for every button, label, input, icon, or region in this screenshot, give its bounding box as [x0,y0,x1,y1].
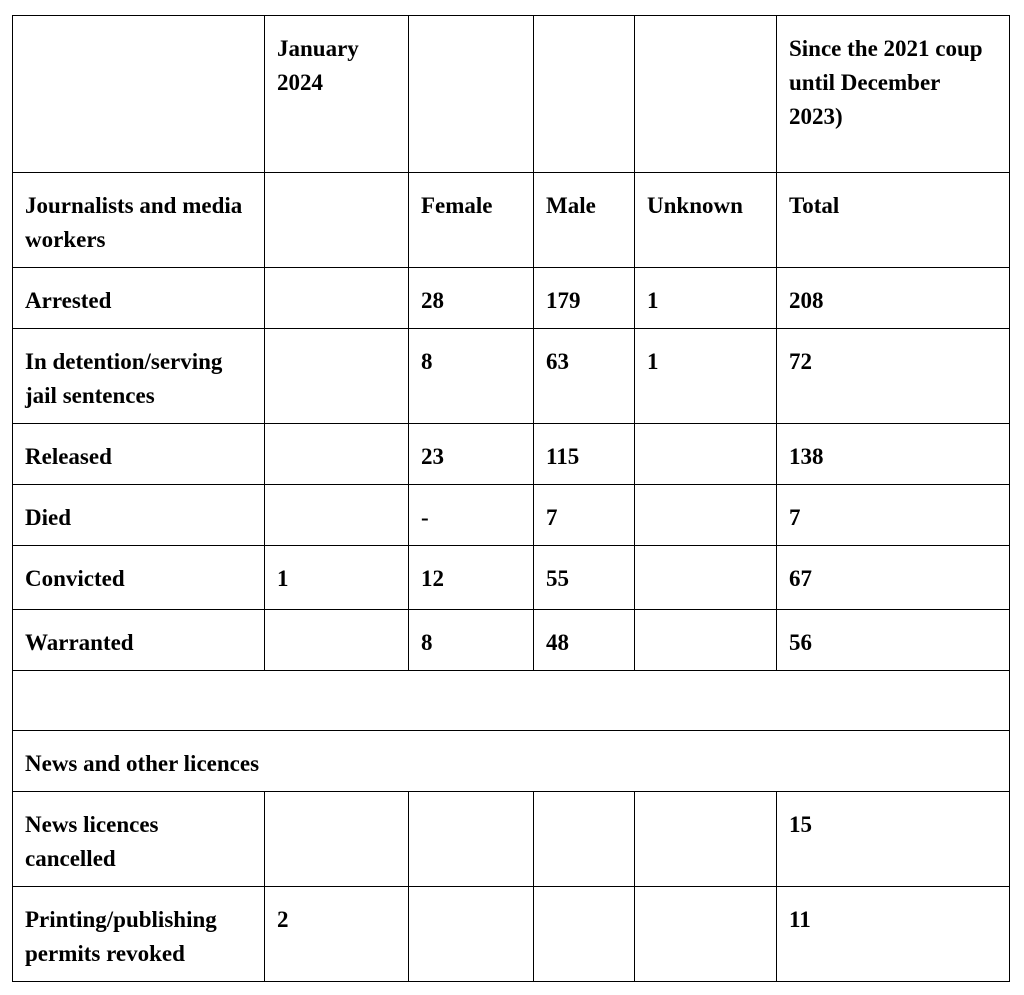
cell-female: 12 [409,546,534,610]
table-row-in-detention [13,329,1010,424]
cell-jan2024 [265,610,409,671]
cell-empty [534,887,635,982]
header-cell-empty [265,173,409,268]
table-row-convicted [13,546,1010,610]
table-row-died [13,485,1010,546]
cell-female: 8 [409,610,534,671]
cell-jan2024 [265,485,409,546]
cell-unknown [635,546,777,610]
cell-male: 115 [534,424,635,485]
header-cell-empty [409,16,534,173]
table-row-blank [13,671,1010,731]
header-cell-empty [13,16,265,173]
cell-jan2024 [265,792,409,887]
header-cell-january-2024: January 2024 [265,16,409,173]
row-label: Died [13,485,265,546]
cell-total: 67 [777,546,1010,610]
table-row-released [13,424,1010,485]
header-cell-since-coup: Since the 2021 coup until December 2023) [777,16,1010,173]
table-row-section-title [13,731,1010,792]
header-row-period [13,16,1010,173]
media-statistics-table [12,15,1010,982]
cell-unknown [635,424,777,485]
cell-total: 15 [777,792,1010,887]
header-row-columns [13,173,1010,268]
header-cell-journalists: Journalists and media workers [13,173,265,268]
cell-empty [534,792,635,887]
header-cell-total: Total [777,173,1010,268]
row-label: News licences cancelled [13,792,265,887]
cell-empty [409,792,534,887]
table-row-arrested [13,268,1010,329]
cell-male: 179 [534,268,635,329]
cell-unknown: 1 [635,268,777,329]
row-label: Warranted [13,610,265,671]
cell-unknown [635,610,777,671]
row-label: Arrested [13,268,265,329]
cell-jan2024 [265,329,409,424]
cell-female: - [409,485,534,546]
cell-jan2024: 2 [265,887,409,982]
header-cell-female: Female [409,173,534,268]
header-cell-empty [534,16,635,173]
header-cell-male: Male [534,173,635,268]
table-row-printing-permits [13,887,1010,982]
table-row-warranted [13,610,1010,671]
cell-total: 7 [777,485,1010,546]
section-title: News and other licences [13,731,1010,792]
header-cell-empty [635,16,777,173]
cell-unknown: 1 [635,329,777,424]
row-label: In detention/serving jail sentences [13,329,265,424]
row-label: Printing/publishing permits revoked [13,887,265,982]
cell-total: 208 [777,268,1010,329]
cell-total: 72 [777,329,1010,424]
cell-male: 48 [534,610,635,671]
cell-jan2024 [265,424,409,485]
cell-female: 23 [409,424,534,485]
cell-empty [409,887,534,982]
cell-empty [635,887,777,982]
cell-jan2024 [265,268,409,329]
cell-female: 28 [409,268,534,329]
cell-empty [635,792,777,887]
cell-total: 11 [777,887,1010,982]
cell-total: 56 [777,610,1010,671]
cell-male: 55 [534,546,635,610]
cell-male: 63 [534,329,635,424]
cell-unknown [635,485,777,546]
cell-female: 8 [409,329,534,424]
cell-jan2024: 1 [265,546,409,610]
cell-male: 7 [534,485,635,546]
row-label: Convicted [13,546,265,610]
blank-cell [13,671,1010,731]
row-label: Released [13,424,265,485]
header-cell-unknown: Unknown [635,173,777,268]
cell-total: 138 [777,424,1010,485]
table-row-news-licences [13,792,1010,887]
